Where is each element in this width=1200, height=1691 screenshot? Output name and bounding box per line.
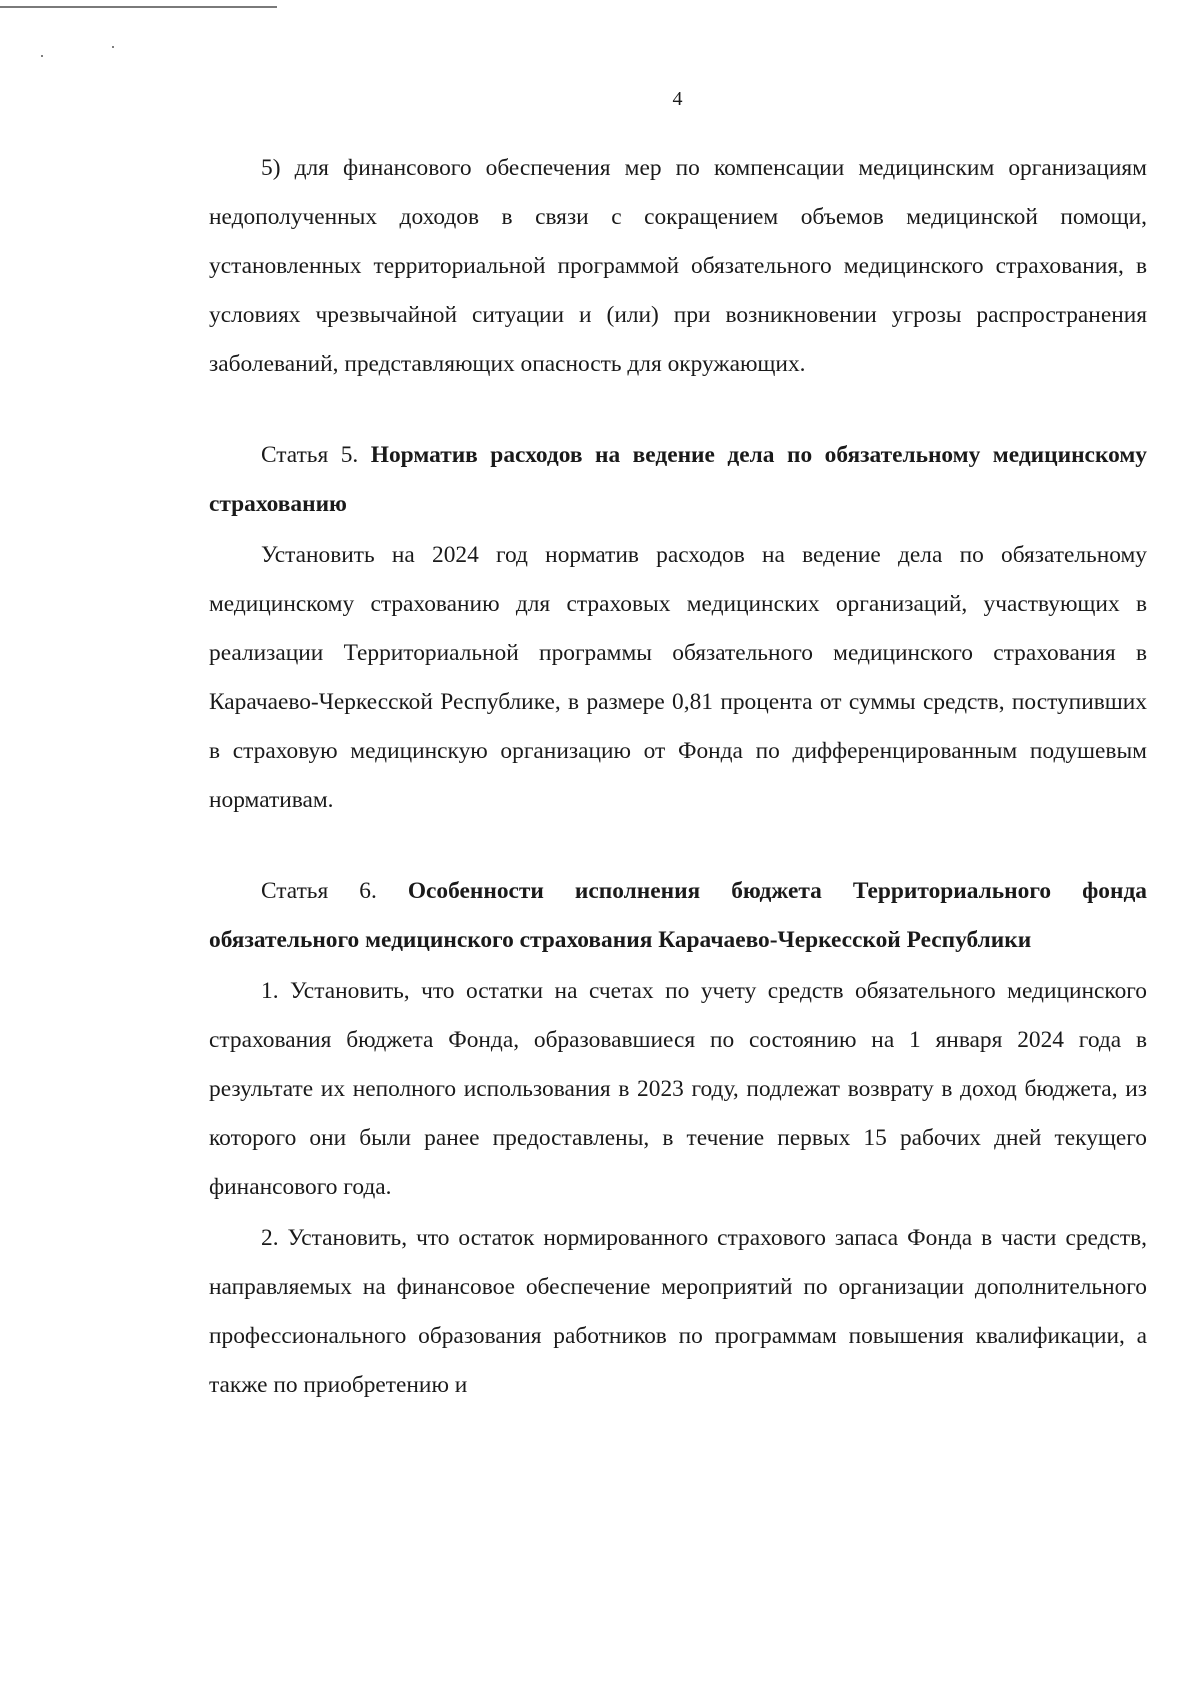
paragraph-item-5: 5) для финансового обеспечения мер по компенсации медицинским организациям недополученных доходов в связи с сокращением объемов медицинской помощи, установленных территориальной программой обязательного медицинского страхования, в условиях чрезвычайной ситуации и (или) при возникновении угрозы распространения заболеваний, представляющих опасность для окружающих. xyxy=(209,155,1147,377)
document-body xyxy=(209,144,1147,1410)
article-5-heading xyxy=(209,431,1147,529)
article-6-paragraph-1: 1. Установить, что остатки на счетах по учету средств обязательного медицинского страхования бюджета Фонда, образовавшиеся по состоянию на 1 января 2024 года в результате их неполного использования в 2023 году, подлежат возврату в доход бюджета, из которого они были ранее предоставлены, в течение первых 15 рабочих дней текущего финансового года. xyxy=(209,978,1147,1200)
scan-speck xyxy=(112,46,114,48)
article-5-title: Норматив расходов на ведение дела по обязательному медицинскому страхованию xyxy=(209,442,1147,517)
article-5-label: Статья 5. xyxy=(261,442,359,468)
scan-speck xyxy=(41,55,43,57)
article-6-label: Статья 6. xyxy=(261,878,377,904)
article-6-heading xyxy=(209,867,1147,965)
article-6-paragraph-2: 2. Установить, что остаток нормированного страхового запаса Фонда в части средств, направляемых на финансовое обеспечение мероприятий по организации дополнительного профессионального образования работников по программам повышения квалификации, а также по приобретению и xyxy=(209,1225,1147,1398)
article-6-title: Особенности исполнения бюджета Территориального фонда обязательного медицинского страхования Карачаево-Черкесской Республики xyxy=(209,878,1147,953)
article-5-paragraph: Установить на 2024 год норматив расходов на ведение дела по обязательному медицинскому страхованию для страховых медицинских организаций, участвующих в реализации Территориальной программы обязательного медицинского страхования в Карачаево-Черкесской Республике, в размере 0,81 процента от суммы средств, поступивших в страховую медицинскую организацию от Фонда по дифференцированным подушевым нормативам. xyxy=(209,542,1147,813)
page-number: 4 xyxy=(672,88,683,110)
top-rule xyxy=(0,6,277,8)
